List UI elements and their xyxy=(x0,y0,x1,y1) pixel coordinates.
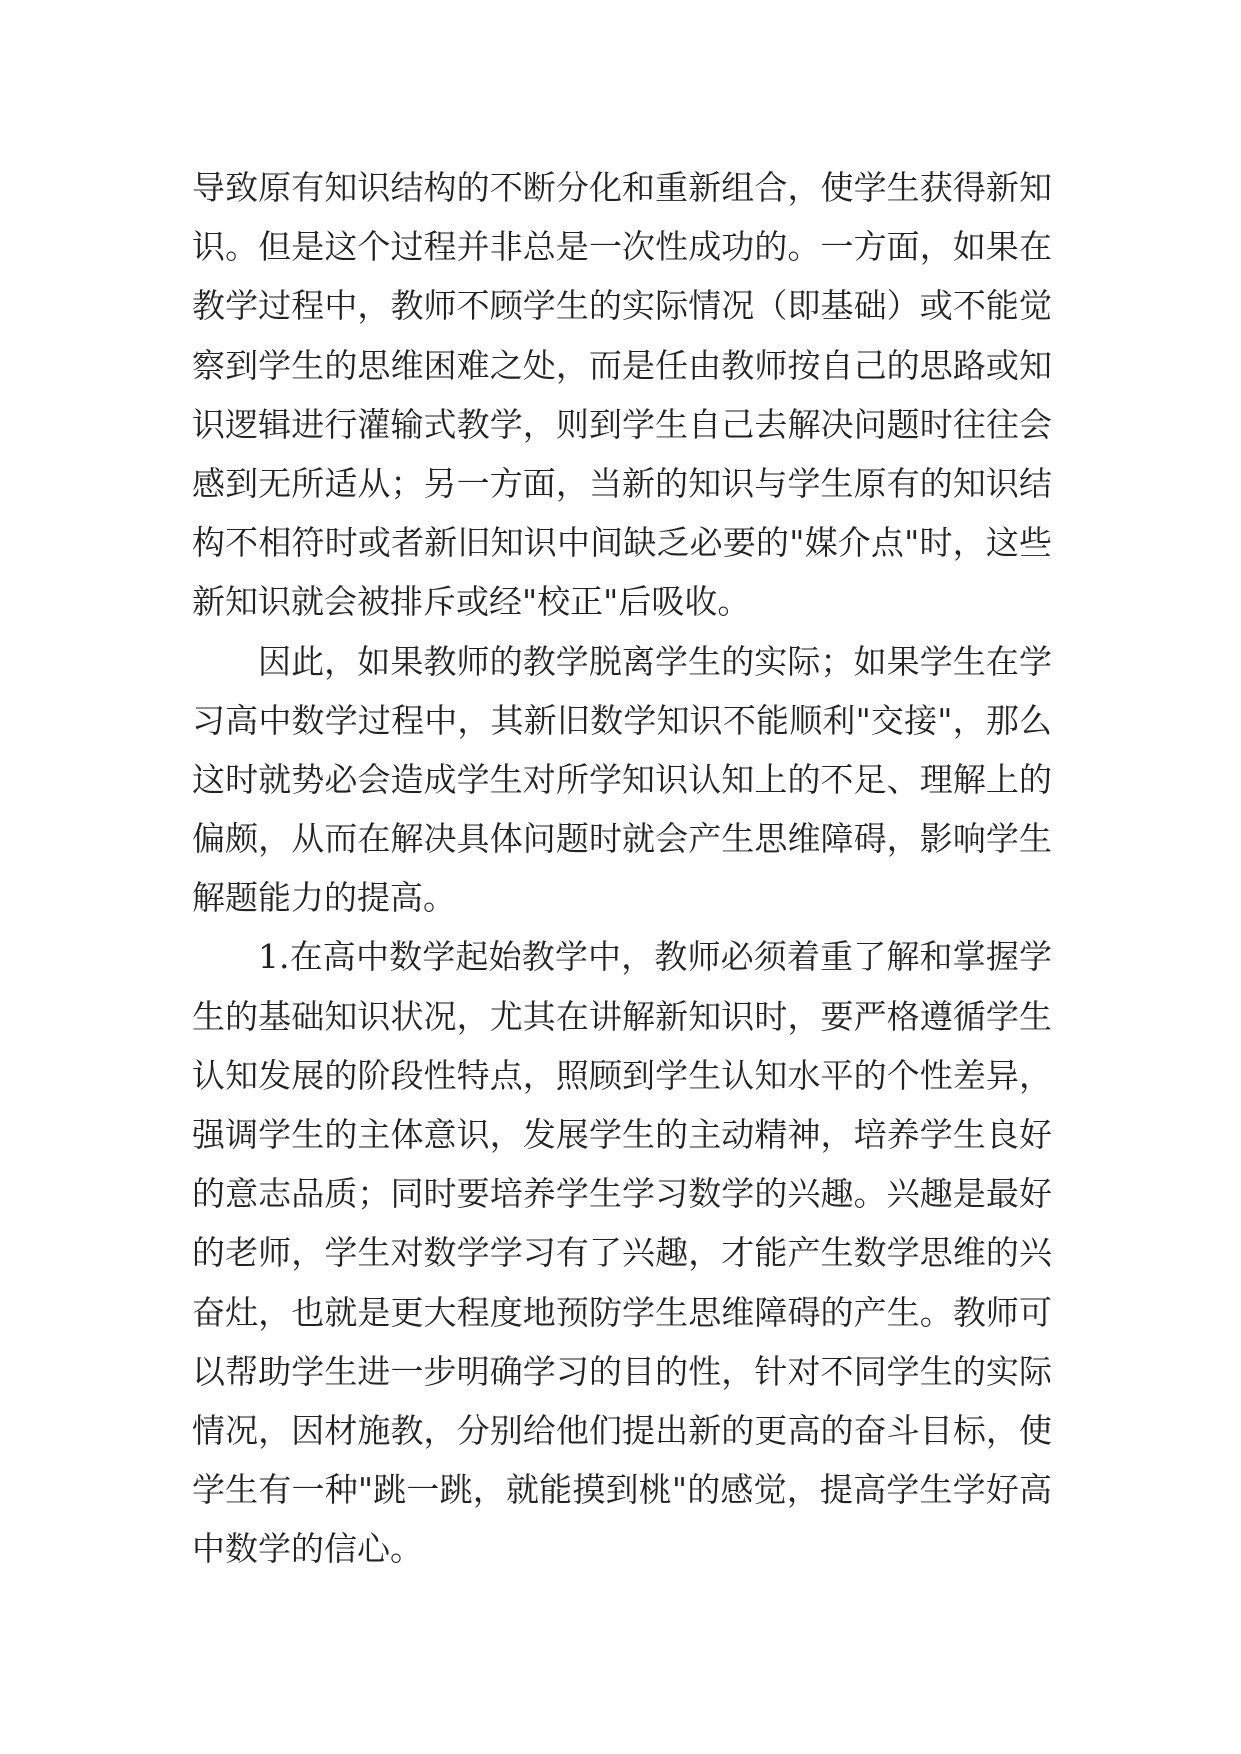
paragraph-3 xyxy=(192,927,1052,1578)
text-line: 习高中数学过程中，其新旧数学知识不能顺利"交接"，那么 xyxy=(192,700,1052,740)
text-line: 新知识就会被排斥或经"校正"后吸收。 xyxy=(192,582,751,622)
text-line: 以帮助学生进一步明确学习的目的性，针对不同学生的实际 xyxy=(192,1351,1052,1391)
text-line: 认知发展的阶段性特点，照顾到学生认知水平的个性差异， xyxy=(192,1055,1052,1095)
text-line: 识逻辑进行灌输式教学，则到学生自己去解决问题时往往会 xyxy=(192,404,1052,444)
text-line: 生的基础知识状况，尤其在讲解新知识时，要严格遵循学生 xyxy=(192,996,1052,1036)
document-body xyxy=(192,158,1052,1579)
text-line: 偏颇，从而在解决具体问题时就会产生思维障碍，影响学生 xyxy=(192,819,1052,859)
text-line: 解题能力的提高。 xyxy=(192,878,456,918)
text-line: 因此，如果教师的教学脱离学生的实际；如果学生在学 xyxy=(258,641,1052,681)
text-line: 1.在高中数学起始教学中，教师必须着重了解和掌握学 xyxy=(258,937,1052,977)
text-line: 导致原有知识结构的不断分化和重新组合，使学生获得新知 xyxy=(192,168,1052,207)
text-line: 感到无所适从；另一方面，当新的知识与学生原有的知识结 xyxy=(192,463,1052,503)
text-line: 强调学生的主体意识，发展学生的主动精神，培养学生良好 xyxy=(192,1115,1052,1154)
paragraph-2 xyxy=(192,632,1052,928)
text-line: 察到学生的思维困难之处，而是任由教师按自己的思路或知 xyxy=(192,345,1052,385)
paragraph-1 xyxy=(192,158,1052,632)
text-line: 奋灶，也就是更大程度地预防学生思维障碍的产生。教师可 xyxy=(192,1292,1052,1332)
text-line: 的老师，学生对数学学习有了兴趣，才能产生数学思维的兴 xyxy=(192,1233,1052,1273)
text-line: 学生有一种"跳一跳，就能摸到桃"的感觉，提高学生学好高 xyxy=(192,1470,1052,1510)
text-line: 教学过程中，教师不顾学生的实际情况（即基础）或不能觉 xyxy=(192,286,1052,326)
text-line: 这时就势必会造成学生对所学知识认知上的不足、理解上的 xyxy=(192,759,1052,799)
text-line: 识。但是这个过程并非总是一次性成功的。一方面，如果在 xyxy=(192,227,1052,267)
text-line: 构不相符时或者新旧知识中间缺乏必要的"媒介点"时，这些 xyxy=(192,523,1052,563)
text-line: 中数学的信心。 xyxy=(192,1529,423,1569)
text-line: 的意志品质；同时要培养学生学习数学的兴趣。兴趣是最好 xyxy=(192,1174,1052,1214)
text-line: 情况，因材施教，分别给他们提出新的更高的奋斗目标，使 xyxy=(192,1410,1052,1450)
